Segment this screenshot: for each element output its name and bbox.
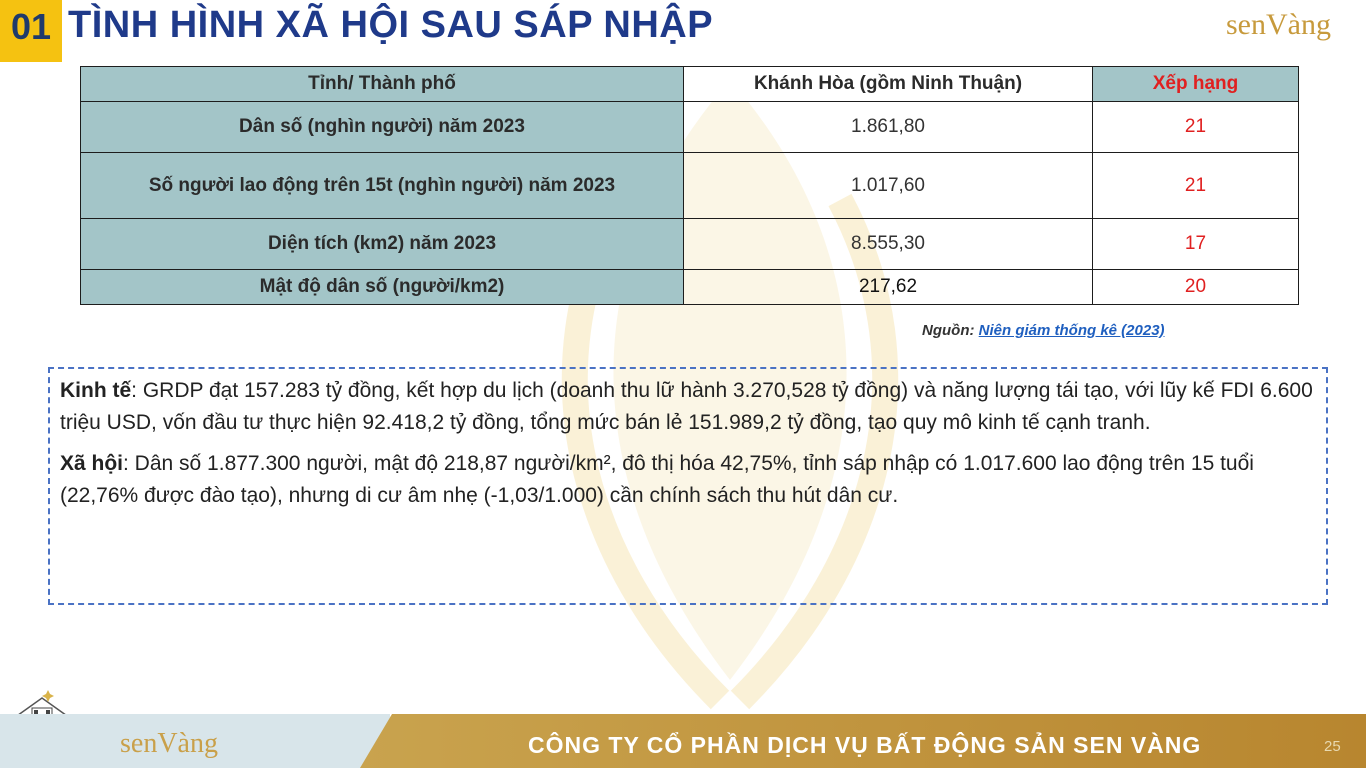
header-cell-province: Tỉnh/ Thành phố (81, 67, 684, 102)
row-label: Diện tích (km2) năm 2023 (81, 219, 684, 270)
table-row (81, 102, 1299, 153)
brand-logo: senVàng (1226, 8, 1331, 41)
source-note (922, 322, 1165, 339)
summary-box (48, 367, 1328, 605)
society-label: Xã hội (60, 452, 124, 475)
economy-text: : GRDP đạt 157.283 tỷ đồng, kết hợp du lịch (doanh thu lữ hành 3.270,528 tỷ đồng) và năng lượng tái tạo, với lũy kế FDI 6.600 triệu USD, vốn đầu tư thực hiện 92.418,2 tỷ đồng, tổng mức bán lẻ 151.989,2 tỷ đồng, tạo quy mô kinh tế cạnh tranh. (60, 379, 1313, 434)
header-cell-khanh-hoa: Khánh Hòa (gồm Ninh Thuận) (684, 67, 1093, 102)
row-label: Dân số (nghìn người) năm 2023 (81, 102, 684, 153)
company-name: CÔNG TY CỔ PHẦN DỊCH VỤ BẤT ĐỘNG SẢN SEN VÀNG (528, 732, 1202, 758)
page-title: TÌNH HÌNH XÃ HỘI SAU SÁP NHẬP (68, 4, 714, 46)
row-label: Số người lao động trên 15t (nghìn người) năm 2023 (81, 153, 684, 219)
source-label: Nguồn: (922, 322, 975, 339)
table-row (81, 153, 1299, 219)
table-header-row (81, 67, 1299, 102)
row-value: 1.017,60 (684, 153, 1093, 219)
row-rank: 21 (1093, 153, 1299, 219)
society-text: : Dân số 1.877.300 người, mật độ 218,87 người/km², đô thị hóa 42,75%, tỉnh sáp nhập có 1.017.600 lao động trên 15 tuổi (22,76% được đào tạo), nhưng di cư âm nhẹ (-1,03/1.000) cần chính sách thu hút dân cư. (60, 452, 1254, 507)
row-value: 8.555,30 (684, 219, 1093, 270)
page-number: 25 (1324, 738, 1341, 755)
header-cell-rank: Xếp hạng (1093, 67, 1299, 102)
society-paragraph (60, 448, 1316, 512)
statistics-table (80, 66, 1299, 305)
row-label: Mật độ dân số (người/km2) (81, 270, 684, 305)
economy-label: Kinh tế (60, 379, 132, 402)
table-row (81, 219, 1299, 270)
section-number: 01 (0, 0, 62, 62)
row-rank: 21 (1093, 102, 1299, 153)
economy-paragraph (60, 375, 1316, 439)
row-value: 217,62 (684, 270, 1093, 305)
row-rank: 17 (1093, 219, 1299, 270)
row-value: 1.861,80 (684, 102, 1093, 153)
table-row (81, 270, 1299, 305)
footer-logo: senVàng (120, 728, 218, 759)
row-rank: 20 (1093, 270, 1299, 305)
source-link[interactable]: Niên giám thống kê (2023) (978, 322, 1165, 339)
